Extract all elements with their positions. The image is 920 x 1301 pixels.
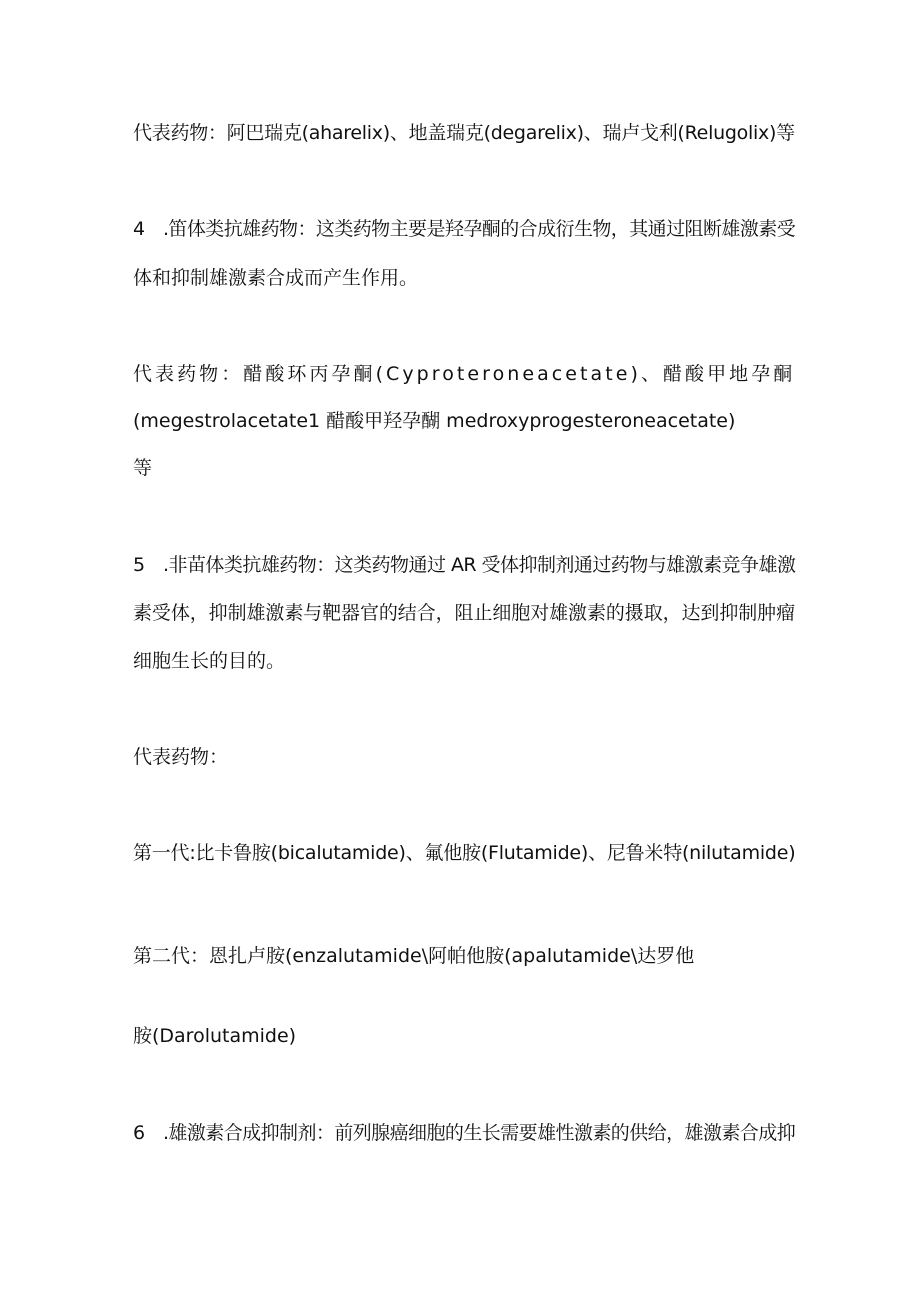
item-5-continuation-line-2: 细胞生长的目的。 — [133, 650, 286, 672]
item-5-heading-line: 5 .非苗体类抗雄药物：这类药物通过 AR 受体抑制剂通过药物与雄激素竞争雄激 — [133, 554, 796, 576]
item-4-heading-line: 4 .笛体类抗雄药物：这类药物主要是羟孕酮的合成衍生物，其通过阻断雄激素受 — [133, 218, 796, 240]
item-5-continuation-line-1: 素受体，抑制雄激素与靶器官的结合，阻止细胞对雄激素的摄取，达到抑制肿瘤 — [133, 602, 796, 624]
first-generation-drugs-line: 第一代:比卡鲁胺(bicalutamide)、氟他胺(Flutamide)、尼鲁米特(nilutamide) — [133, 842, 796, 864]
item-4-drug-names-line: (megestrolacetate1 醋酸甲羟孕醐 medroxyprogesteroneacetate) — [133, 410, 736, 432]
second-generation-drugs-line: 第二代：恩扎卢胺(enzalutamide\阿帕他胺(apalutamide\达罗他 — [133, 945, 695, 967]
item-4-representative-drugs-line: 代表药物：醋酸环丙孕酮(Cyproteroneacetate)、醋酸甲地孕酮 — [133, 363, 796, 385]
item-5-representative-drugs-label: 代表药物： — [133, 746, 229, 768]
item-4-continuation-line: 体和抑制雄激素合成而产生作用。 — [133, 267, 419, 289]
second-generation-drugs-continuation: 胺(Darolutamide) — [133, 1025, 297, 1047]
item-6-heading-line: 6 .雄激素合成抑制剂：前列腺癌细胞的生长需要雄性激素的供给，雄激素合成抑 — [133, 1122, 796, 1144]
item-4-drugs-end-line: 等 — [133, 457, 153, 479]
text-line-1: 代表药物：阿巴瑞克(aharelix)、地盖瑞克(degarelix)、瑞卢戈利(Relugolix)等 — [133, 122, 795, 144]
